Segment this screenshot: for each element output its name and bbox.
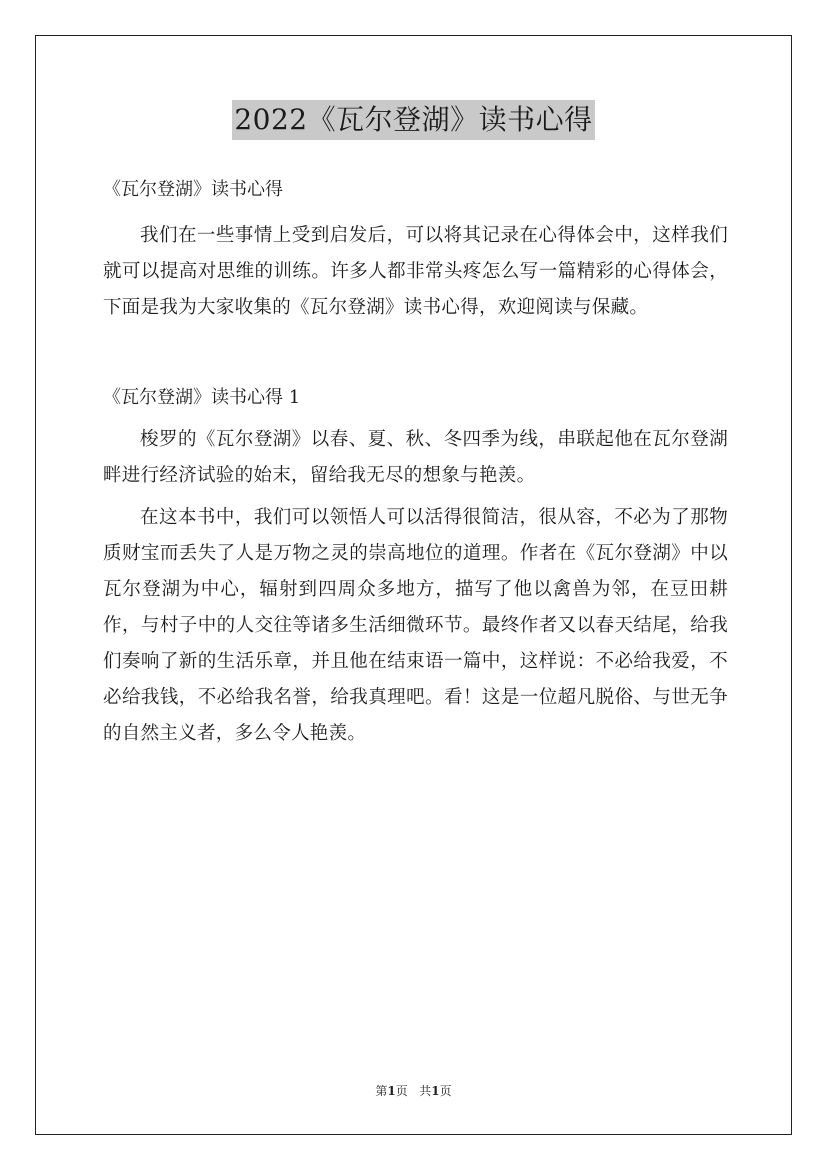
total-suffix: 页: [439, 1084, 452, 1098]
page-current: 1: [387, 1084, 396, 1098]
document-body: [103, 176, 728, 752]
subtitle-heading: 《瓦尔登湖》读书心得: [103, 179, 283, 200]
section1-paragraph-1: 梭罗的《瓦尔登湖》以春、夏、秋、冬四季为线，串联起他在瓦尔登湖畔进行经济试验的始末，留给我无尽的想象与艳羡。: [103, 429, 728, 486]
title-container: [0, 100, 827, 140]
document-title: 2022《瓦尔登湖》读书心得: [232, 100, 594, 140]
page-suffix: 页: [395, 1084, 408, 1098]
total-prefix: 共: [419, 1084, 432, 1098]
page-prefix: 第: [375, 1084, 388, 1098]
page-footer: [0, 1083, 827, 1099]
page-total: 1: [431, 1084, 440, 1098]
section-heading-1: 《瓦尔登湖》读书心得 1: [103, 387, 301, 408]
section1-paragraph-2: 在这本书中，我们可以领悟人可以活得很简洁，很从容，不必为了那物质财宝而丢失了人是万物之灵的崇高地位的道理。作者在《瓦尔登湖》中以瓦尔登湖为中心，辐射到四周众多地方，描写了他以禽兽为邻，在豆田耕作，与村子中的人交往等诸多生活细微环节。最终作者又以春天结尾，给我们奏响了新的生活乐章，并且他在结束语一篇中，这样说：不必给我爱，不必给我钱，不必给我名誉，给我真理吧。看！这是一位超凡脱俗、与世无争的自然主义者，多么令人艳羡。: [103, 507, 728, 744]
intro-paragraph: 我们在一些事情上受到启发后，可以将其记录在心得体会中，这样我们就可以提高对思维的训练。许多人都非常头疼怎么写一篇精彩的心得体会，下面是我为大家收集的《瓦尔登湖》读书心得，欢迎阅读与保藏。: [103, 225, 728, 318]
